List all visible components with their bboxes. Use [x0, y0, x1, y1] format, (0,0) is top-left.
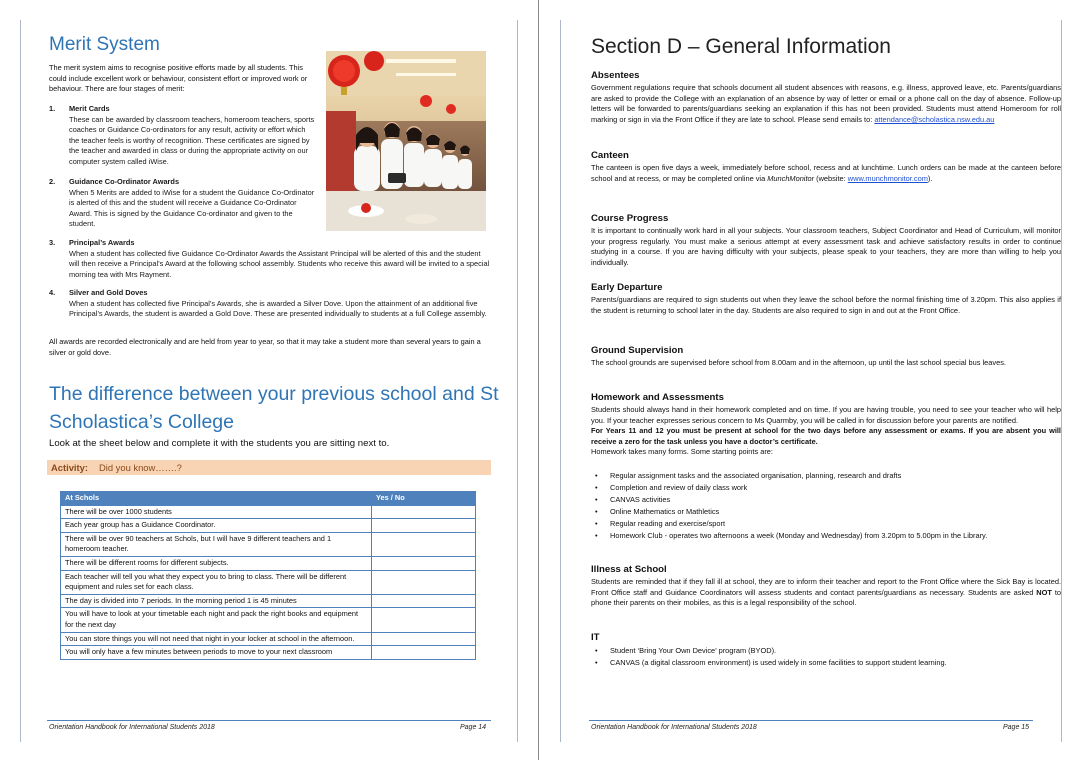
stage-title: Principal’s Awards	[69, 238, 135, 247]
students-celebration-photo	[326, 51, 486, 231]
bullet-icon: •	[595, 646, 598, 655]
yes-no-cell[interactable]	[372, 594, 476, 608]
column-header-yes-no: Yes / No	[372, 492, 476, 506]
table-row	[61, 608, 476, 632]
activity-instruction: Look at the sheet below and complete it with the students you are sitting next to.	[49, 438, 390, 449]
homework-warning: For Years 11 and 12 you must be present at school for the two days before any assessment or exams. If you are absent you will receive a zero for the task unless you have a doctor’s certificate.	[591, 426, 1061, 446]
table-row	[61, 570, 476, 594]
ground-supervision-heading: Ground Supervision	[591, 345, 684, 356]
bullet-icon: •	[595, 531, 598, 540]
statement-cell: There will be different rooms for different subjects.	[61, 556, 372, 570]
list-item-text: Regular assignment tasks and the associated organisation, planning, research and drafts	[610, 471, 902, 480]
canteen-heading: Canteen	[591, 150, 629, 161]
it-heading: IT	[591, 632, 600, 643]
bullet-icon: •	[595, 495, 598, 504]
activity-banner	[47, 460, 491, 475]
list-item-text: CANVAS (a digital classroom environment) is used widely in some facilities to support student learning.	[610, 658, 947, 667]
statement-cell: Each year group has a Guidance Coordinator.	[61, 519, 372, 533]
yes-no-cell[interactable]	[372, 556, 476, 570]
footer-divider	[47, 720, 491, 721]
column-header-statement: At Schols	[61, 492, 372, 506]
stage-title: Guidance Co-Ordinator Awards	[69, 177, 180, 186]
section-d-title: Section D – General Information	[591, 35, 891, 58]
illness-heading: Illness at School	[591, 564, 667, 575]
table-row	[61, 632, 476, 646]
list-item-text: Completion and review of daily class work	[610, 483, 748, 492]
list-item-text: CANVAS activities	[610, 495, 671, 504]
early-departure-heading: Early Departure	[591, 282, 663, 293]
yes-no-cell[interactable]	[372, 570, 476, 594]
activity-question: Did you know…….?	[99, 462, 182, 473]
canteen-body: The canteen is open five days a week, immediately before school, recess and at lunchtime. Lunch orders can be made at the canteen before school and at recess, or may be completed online via	[591, 163, 1061, 183]
yes-no-cell[interactable]	[372, 646, 476, 660]
homework-body: Students should always hand in their homework completed and on time. If you are having trouble, you need to see your teacher who will help you. If your teacher expresses serious concern to Ms Quarmby, you will be called in for discussion before your parents are notified.	[591, 405, 1061, 425]
canteen-website-prefix: (website:	[814, 173, 848, 183]
stage-text: When 5 Merits are added to iWise for a student the Guidance Co-Ordinator is alerted of this and the student will receive a Guidance Co-Ordinator Award. This is signed by the Guidance Co-ordinator and given to the student.	[69, 187, 315, 229]
difference-title: The difference between your previous school and St Scholastica’s College	[49, 383, 499, 433]
stage-title: Merit Cards	[69, 104, 110, 113]
bullet-icon: •	[595, 658, 598, 667]
stage-number: 3.	[49, 238, 56, 247]
munchmonitor-name: MunchMonitor	[767, 173, 815, 183]
stage-text: These can be awarded by classroom teachers, homeroom teachers, sports coaches or Guidance Co-ordinators for any result, activity or effort which the teacher feels is worthy of recognition. These certificates are signed by the teacher and awarded in class or during the appropriate activity on our computer system called iWise.	[69, 114, 315, 166]
statement-cell: You can store things you will not need that night in your locker at school in the afternoon.	[61, 632, 372, 646]
statement-cell: You will have to look at your timetable each night and pack the right books and equipment for the next day	[61, 608, 372, 632]
list-item-text: Online Mathematics or Mathletics	[610, 507, 720, 516]
homework-text	[591, 405, 1061, 458]
stage-number: 2.	[49, 177, 56, 186]
ground-supervision-text: The school grounds are supervised before school from 8.00am and in the afternoon, up until the last school special bus leaves.	[591, 358, 1006, 367]
munchmonitor-link[interactable]: www.munchmonitor.com	[847, 173, 928, 183]
footer-title: Orientation Handbook for International Students 2018	[49, 724, 215, 731]
merit-intro: The merit system aims to recognise positive efforts made by all students. This could include excellent work or behaviour, consistent effort or improved work or behaviour. There are four stages of merit:	[49, 63, 308, 94]
absentees-heading: Absentees	[591, 70, 640, 81]
absentees-body: Government regulations require that schools document all student absences with reasons, e.g. illness, approved leave, etc. Parents/guardians are asked to provide the College with an explanation of an absence by way of letter or email or a phone call on the day of absence. Follow-up letters will be forwarded to parents/guardians seeking an explanation if this has not been provided. Students must attend Homeroom for roll marking or sign in via the Front Office if they are late to school. Please send emails to:	[591, 83, 1061, 124]
homework-heading: Homework and Assessments	[591, 392, 724, 403]
yes-no-cell[interactable]	[372, 519, 476, 533]
canteen-website-suffix: ).	[927, 173, 933, 183]
table-header-row	[61, 492, 476, 506]
footer-page-number: Page 15	[1003, 724, 1030, 731]
bullet-icon: •	[595, 507, 598, 516]
bullet-icon: •	[595, 483, 598, 492]
yes-no-cell[interactable]	[372, 505, 476, 519]
table-row	[61, 505, 476, 519]
list-item-text: Regular reading and exercise/sport	[610, 519, 726, 528]
table-row	[61, 594, 476, 608]
table-row	[61, 519, 476, 533]
page-gutter	[538, 0, 539, 760]
yes-no-cell[interactable]	[372, 632, 476, 646]
activity-label: Activity:	[51, 462, 88, 473]
stage-number: 1.	[49, 104, 56, 113]
illness-body: Students are reminded that if they fall ill at school, they are to inform their teacher and report to the Front Office where the Sick Bay is located. Front Office staff and Guidance Coordinators will assess students and contact parents/guardians as necessary. Students are asked	[591, 577, 1061, 597]
list-item-text: Student ‘Bring Your Own Device’ program (BYOD).	[610, 646, 777, 655]
illness-not: NOT	[1036, 587, 1052, 597]
canteen-text	[591, 163, 1061, 184]
statement-cell: There will be over 90 teachers at Schols, but I will have 9 different teachers and 1 homeroom teacher.	[61, 532, 372, 556]
stage-title: Silver and Gold Doves	[69, 288, 148, 297]
table-row	[61, 556, 476, 570]
early-departure-text: Parents/guardians are required to sign students out when they leave the school before the normal finishing time of 3.20pm. This also applies if the student is returning to school later in the day. Students are also required to sign in and out at the Front Office.	[591, 295, 1061, 315]
table-row	[61, 646, 476, 660]
yes-no-cell[interactable]	[372, 532, 476, 556]
statement-cell: Each teacher will tell you what they expect you to bring to class. There will be different equipment and rules set for each class.	[61, 570, 372, 594]
list-item-text: Homework Club - operates two afternoons a week (Monday and Wednesday) from 3.20pm to 5.00pm in the Library.	[610, 531, 988, 540]
bullet-icon: •	[595, 519, 598, 528]
course-progress-text: It is important to continually work hard in all your subjects. Your classroom teachers, Subject Coordinator and Head of Curriculum, will monitor your progress regularly. You must make a serious attempt at every assessment task and achieve satisfactory results in order to continue studying in a course. If you are having difficulty with your subjects, please speak to your teachers, they are more than willing to help you individually.	[591, 226, 1061, 267]
footer-divider	[589, 720, 1033, 721]
statement-cell: The day is divided into 7 periods. In the morning period 1 is 45 minutes	[61, 594, 372, 608]
page-15	[560, 0, 1062, 760]
stage-number: 4.	[49, 288, 56, 297]
statement-cell: You will only have a few minutes between periods to move to your next classroom	[61, 646, 372, 660]
page-frame	[560, 20, 1062, 742]
footer-title: Orientation Handbook for International Students 2018	[591, 724, 757, 731]
table-row	[61, 532, 476, 556]
statement-cell: There will be over 1000 students	[61, 505, 372, 519]
yes-no-cell[interactable]	[372, 608, 476, 632]
course-progress-heading: Course Progress	[591, 213, 669, 224]
stage-text: When a student has collected five Guidance Co-Ordinator Awards the Assistant Principal will be alerted of this and the student will then receive a Principal’s Award at the following school assembly. Students who receive this award will be invited to a special morning tea with Mrs Rayment.	[69, 248, 490, 279]
footer-page-number: Page 14	[460, 724, 487, 731]
merit-closing-text: All awards are recorded electronically and are held from year to year, so that it may take a student more than several years to gain a silver or gold dove.	[49, 337, 481, 357]
homework-forms-intro: Homework takes many forms. Some starting points are:	[591, 447, 773, 457]
illness-text	[591, 577, 1061, 609]
attendance-email-link[interactable]: attendance@scholastica.nsw.edu.au	[874, 114, 995, 124]
illness-body-end: to phone their parents on their mobiles, as this is a legal responsibility of the school.	[591, 587, 1061, 608]
page-14	[20, 0, 518, 760]
absentees-text	[591, 83, 1061, 125]
stage-text: When a student has collected five Principal’s Awards, she is awarded a Silver Dove. Upon the attainment of an additional five Principal’s Awards, the student is awarded a Gold Dove. These are presented individually to students at a full College assembly.	[69, 298, 487, 319]
bullet-icon: •	[595, 471, 598, 480]
merit-system-title: Merit System	[49, 34, 160, 55]
did-you-know-table	[60, 491, 476, 660]
